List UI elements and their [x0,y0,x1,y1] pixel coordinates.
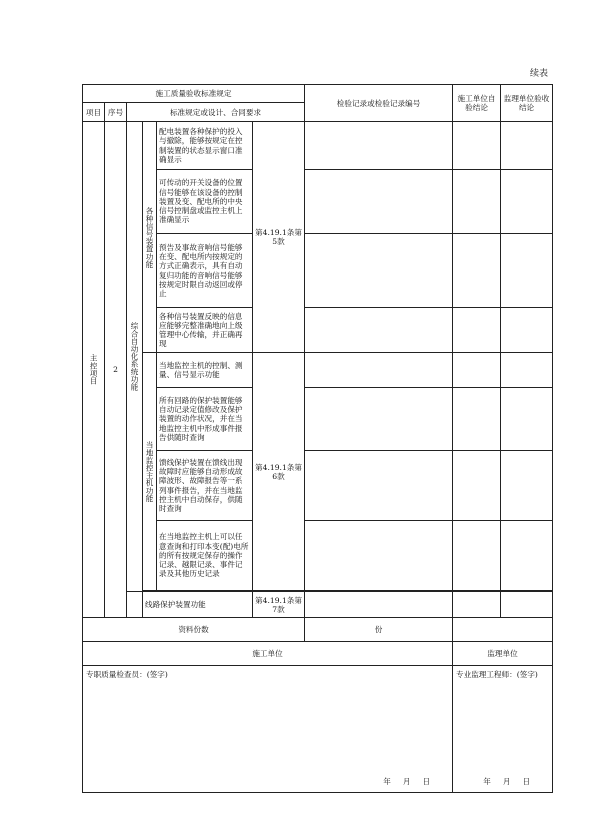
supervisor-cell[interactable] [501,521,553,591]
group-name: 各种信号装置功能 [143,122,157,353]
supervisor-conclusion-header: 监理单位验收结论 [501,85,553,122]
record-cell[interactable] [305,353,453,388]
contractor-date: 年 月 日 [383,777,431,786]
requirement-item: 当地监控主机的控制、测量、信号显示功能 [157,353,253,388]
supervisor-cell[interactable] [501,122,553,170]
requirement-item: 馈线保护装置在馈线出现故障时应能够自动形成故障波形、故障报告等一系列事件报告，并在当地监控主机中自动保存，供随时查询 [157,451,253,521]
contractor-cell[interactable] [453,592,501,618]
acceptance-table [82,84,553,793]
group-name: 当地监控主机功能 [143,353,157,591]
contractor-cell[interactable] [453,122,501,170]
supervisor-cell[interactable] [501,170,553,234]
record-cell[interactable] [305,592,453,618]
clause-ref: 第4.19.1条第7款 [253,592,305,618]
supervisor-cell[interactable] [501,308,553,353]
supervisor-sign-label: 专业监理工程师：(签字) [456,670,538,679]
line-protection-label: 线路保护装置功能 [143,592,253,618]
contractor-cell[interactable] [453,308,501,353]
doc-count-unit: 份 [305,618,453,642]
seq-header: 序号 [105,103,127,122]
requirement-item: 可传动的开关设备的位置信号能够在该设备的控制装置及变、配电所的中央信号控制盘或监控主机上准确显示 [157,170,253,234]
contractor-cell[interactable] [453,451,501,521]
requirement-item: 在当地监控主机上可以任意查询和打印本变(配)电所的所有按规定保存的操作记录、越限记录、事件记录及其他历史记录 [157,521,253,591]
category-label: 综合自动化系统功能 [127,122,143,592]
contractor-cell[interactable] [453,234,501,308]
record-cell[interactable] [305,122,453,170]
clause-ref: 第4.19.1条第6款 [253,353,305,591]
supervisor-cell[interactable] [501,353,553,388]
record-cell[interactable] [305,170,453,234]
record-cell[interactable] [305,308,453,353]
supervisor-date: 年 月 日 [483,777,531,786]
standard-group-header: 施工质量验收标准规定 [83,85,305,103]
record-cell[interactable] [305,451,453,521]
supervisor-cell[interactable] [501,592,553,618]
contractor-cell[interactable] [453,388,501,451]
contractor-unit-label: 施工单位 [83,642,453,666]
contractor-sign-label: 专职质量检查员：(签字) [86,670,168,679]
requirement-item: 配电装置各种保护的投入与撤除，能够按规定在控制装置的状态显示窗口准确显示 [157,122,253,170]
continued-label: 续表 [530,69,549,79]
contractor-cell[interactable] [453,170,501,234]
item-header: 项目 [83,103,105,122]
record-cell[interactable] [305,521,453,591]
supervisor-cell[interactable] [501,388,553,451]
supervisor-sign-area[interactable] [453,666,553,793]
clause-ref: 第4.19.1条第5款 [253,122,305,353]
contractor-sign-area[interactable] [83,666,453,793]
record-header: 检验记录或检验记录编号 [305,85,453,122]
requirement-header: 标准规定或设计、合同要求 [127,103,305,122]
supervisor-unit-label: 监理单位 [453,642,553,666]
record-cell[interactable] [305,234,453,308]
requirement-item: 预告及事故音响信号能够在变、配电所内按规定的方式正确表示，具有自动复归功能的音响信号能够按规定时限自动返回或停止 [157,234,253,308]
requirement-item: 各种信号装置反映的信息应能够完整准确地向上级管理中心传输，并正确再现 [157,308,253,353]
doc-count-value[interactable] [453,618,553,642]
record-cell[interactable] [305,388,453,451]
main-item-label: 主控项目 [83,122,105,618]
contractor-cell[interactable] [453,521,501,591]
supervisor-cell[interactable] [501,451,553,521]
supervisor-cell[interactable] [501,234,553,308]
seq-number: 2 [105,122,127,618]
doc-count-label: 资料份数 [83,618,305,642]
requirement-item: 所有回路的保护装置能够自动记录定值修改及保护装置的动作状况，并在当地监控主机中形成事件报告供随时查询 [157,388,253,451]
contractor-cell[interactable] [453,353,501,388]
contractor-conclusion-header: 施工单位自验结论 [453,85,501,122]
